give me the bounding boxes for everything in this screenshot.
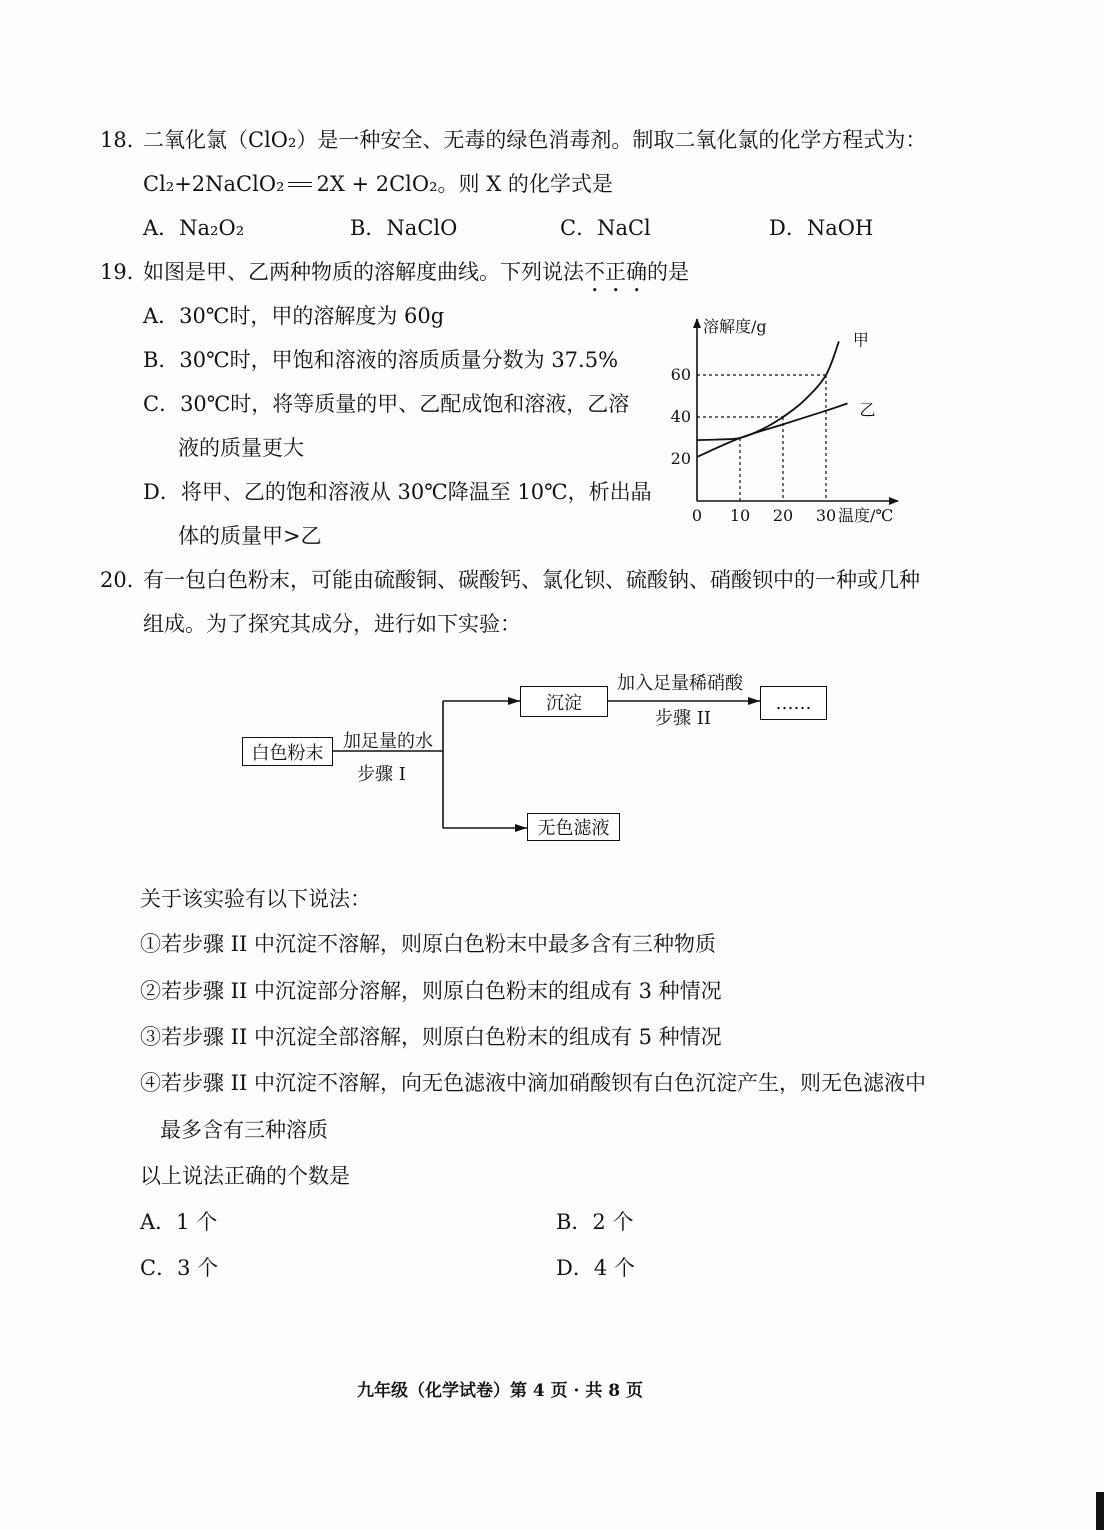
q18-equation-left: Cl₂+2NaClO₂ xyxy=(143,172,285,196)
q20-option-d: D．4 个 xyxy=(556,1256,635,1280)
experiment-flowchart xyxy=(230,665,840,855)
x-tick-label: 0 xyxy=(691,506,703,525)
series-curve-1 xyxy=(697,341,839,440)
q19-stem xyxy=(143,259,689,297)
flow-step2-name: 步骤 II xyxy=(655,708,711,729)
q18-option-b: B．NaClO xyxy=(350,216,458,240)
scan-edge-mark xyxy=(1096,1492,1104,1530)
flow-box-precipitate: 沉淀 xyxy=(520,686,608,717)
flow-box-filtrate: 无色滤液 xyxy=(527,813,620,841)
q18-equation xyxy=(143,171,613,197)
q20-statement-1: ①若步骤 II 中沉淀不溶解，则原白色粉末中最多含有三种物质 xyxy=(140,932,716,956)
y-axis-label: 溶解度/g xyxy=(703,317,767,336)
q19-option-a: A．30℃时，甲的溶解度为 60g xyxy=(143,304,445,328)
q19-number: 19． xyxy=(100,260,148,284)
flow-box-start: 白色粉末 xyxy=(242,737,333,766)
y-tick-label: 20 xyxy=(670,449,691,468)
q20-option-b: B．2 个 xyxy=(556,1210,634,1234)
x-axis-label: 温度/℃ xyxy=(838,506,894,525)
q18-stem: 二氧化氯（ClO₂）是一种安全、无毒的绿色消毒剂。制取二氧化氯的化学方程式为： xyxy=(143,128,927,152)
q20-question: 以上说法正确的个数是 xyxy=(140,1164,350,1188)
reaction-equals-sign xyxy=(288,182,312,187)
y-tick-label: 60 xyxy=(670,365,691,384)
y-tick-label: 40 xyxy=(670,407,691,426)
q20-stem-line2: 组成。为了探究其成分，进行如下实验： xyxy=(143,612,521,636)
q18-equation-right: 2X + 2ClO₂。则 X 的化学式是 xyxy=(316,172,613,196)
x-tick-label: 20 xyxy=(772,506,794,525)
q20-statements-intro: 关于该实验有以下说法： xyxy=(140,887,371,911)
flow-step1-action: 加足量的水 xyxy=(343,731,433,752)
q20-stem-line1: 有一包白色粉末，可能由硫酸铜、碳酸钙、氯化钡、硫酸钠、硝酸钡中的一种或几种 xyxy=(143,568,920,592)
series-label-2: 乙 xyxy=(859,400,876,420)
series-curve-2 xyxy=(697,403,848,457)
q19-stem-after: 的是 xyxy=(647,260,689,284)
flow-box-result: …… xyxy=(760,686,827,720)
q19-option-b: B．30℃时，甲饱和溶液的溶质质量分数为 37.5% xyxy=(143,348,619,372)
q18-option-a: A．Na₂O₂ xyxy=(143,216,245,240)
q19-option-c-cont: 液的质量更大 xyxy=(178,436,304,460)
q18-number: 18． xyxy=(100,128,148,152)
q20-option-c: C．3 个 xyxy=(140,1256,219,1280)
series-label-1: 甲 xyxy=(852,330,869,350)
x-tick-label: 10 xyxy=(729,506,751,525)
q20-statement-4: ④若步骤 II 中沉淀不溶解，向无色滤液中滴加硝酸钡有白色沉淀产生，则无色滤液中 xyxy=(140,1071,926,1095)
q20-statement-2: ②若步骤 II 中沉淀部分溶解，则原白色粉末的组成有 3 种情况 xyxy=(140,979,722,1003)
q18-option-c: C．NaCl xyxy=(560,216,651,240)
flow-step2-action: 加入足量稀硝酸 xyxy=(617,673,743,694)
q18-option-d: D．NaOH xyxy=(769,216,874,240)
q20-statement-3: ③若步骤 II 中沉淀全部溶解，则原白色粉末的组成有 5 种情况 xyxy=(140,1025,722,1049)
q19-option-d: D．将甲、乙的饱和溶液从 30℃降温至 10℃，析出晶 xyxy=(143,480,652,504)
q20-statement-4-cont: 最多含有三种溶质 xyxy=(160,1118,328,1142)
q19-option-c: C．30℃时，将等质量的甲、乙配成饱和溶液，乙溶 xyxy=(143,392,630,416)
q19-stem-before: 如图是甲、乙两种物质的溶解度曲线。下列说法 xyxy=(143,260,584,284)
q19-stem-emphasis: 不正确 xyxy=(584,260,647,284)
solubility-graph xyxy=(650,310,910,530)
q20-option-a: A．1 个 xyxy=(140,1210,218,1234)
flow-step1-name: 步骤 I xyxy=(357,764,406,785)
q19-option-d-cont: 体的质量甲>乙 xyxy=(178,524,322,548)
q20-number: 20． xyxy=(100,568,148,592)
footer-page-info: 九年级（化学试卷）第 4 页 · 共 8 页 xyxy=(356,1381,644,1401)
x-tick-label: 30 xyxy=(815,506,837,525)
